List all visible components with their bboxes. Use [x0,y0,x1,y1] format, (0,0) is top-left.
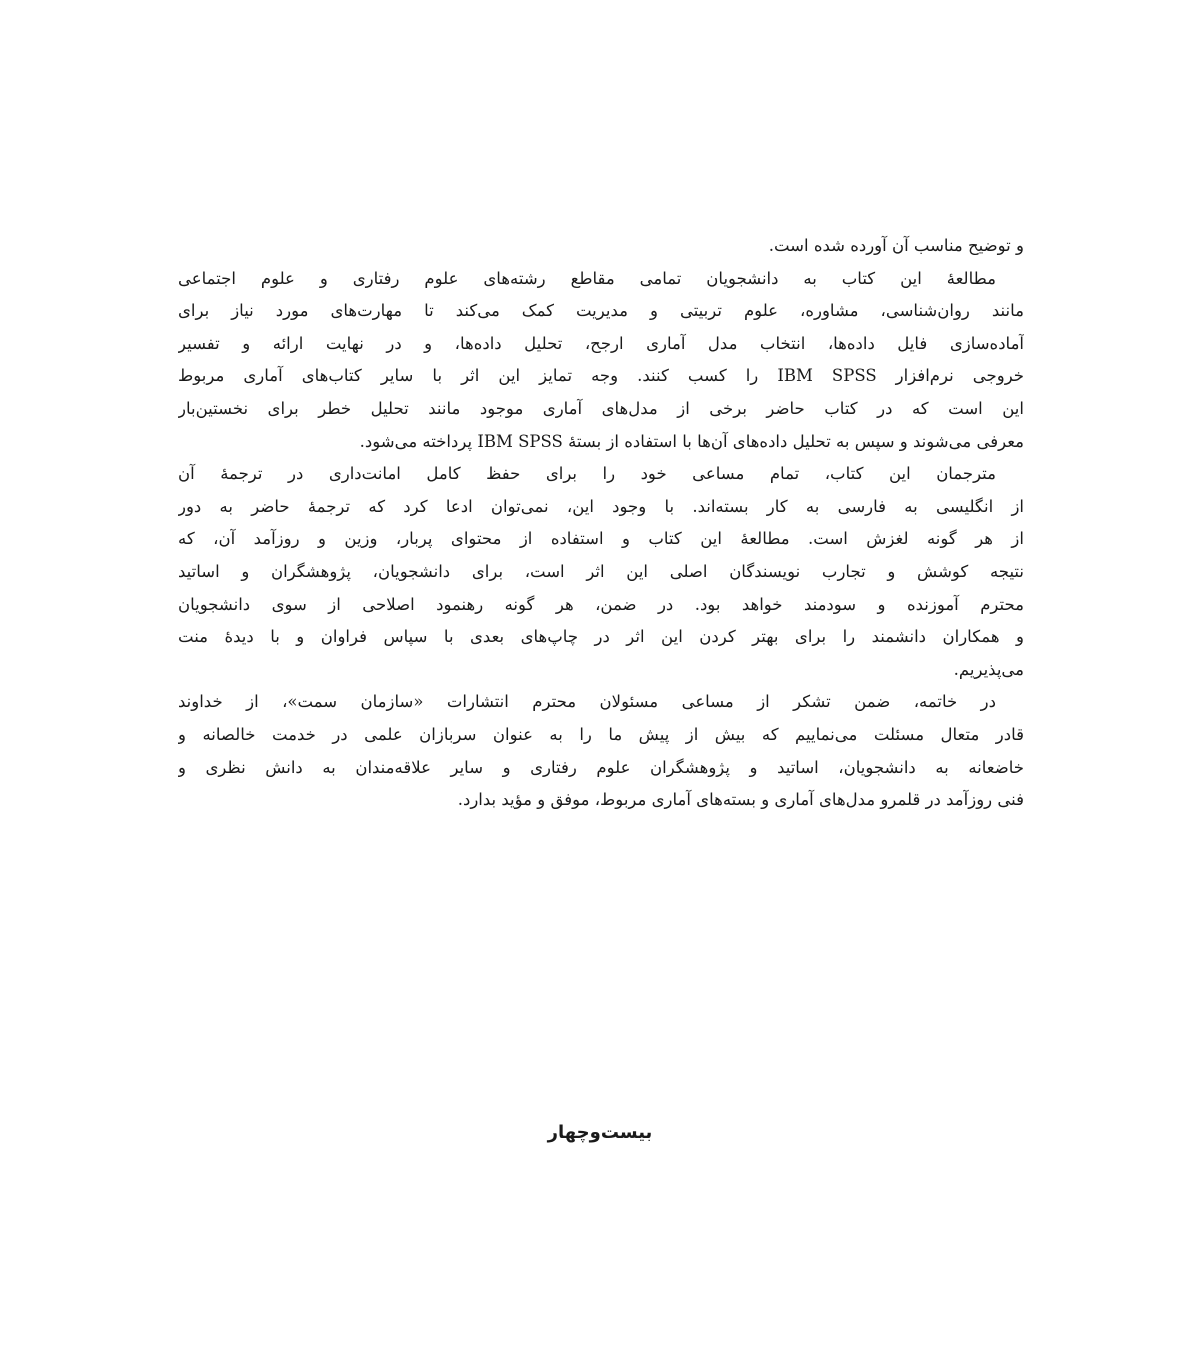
text-line: خاضعانه به دانشجویان، اساتید و پژوهشگران علوم رفتاری و سایر علاقه‌مندان به دانش نظری و [178,757,1024,777]
paragraph-conclusion [178,686,1024,816]
paragraph-book-purpose [178,263,1024,459]
text-line: و همکاران دانشمند را برای بهتر کردن این اثر در چاپ‌های بعدی با سپاس فراوان و با دیدهٔ منت [178,627,1024,647]
text-line: از انگلیسی به فارسی به کار بسته‌اند. با وجود این، نمی‌توان ادعا کرد که ترجمهٔ حاضر به دور [178,496,1024,516]
paragraph-translators-note [178,458,1024,686]
text-line: مانند روان‌شناسی، مشاوره، علوم تربیتی و مدیریت کمک می‌کند تا مهارت‌های مورد نیاز برای [178,301,1024,321]
text-line: در خاتمه، ضمن تشکر از مساعی مسئولان محترم انتشارات «سازمان سمت»، از خداوند [178,692,996,712]
text-line: و توضیح مناسب آن آورده شده است. [768,236,1024,255]
text-line: از هر گونه لغزش است. مطالعهٔ این کتاب و استفاده از محتوای پربار، وزین و روزآمد آن، که [178,529,1024,549]
text-line: مطالعهٔ این کتاب به دانشجویان تمامی مقاطع رشته‌های علوم رفتاری و علوم اجتماعی [178,268,996,288]
text-line: خروجی نرم‌افزار IBM SPSS را کسب کنند. وجه تمایز این اثر با سایر کتاب‌های آماری مربوط [178,366,1024,386]
text-line: آماده‌سازی فایل داده‌ها، انتخاب مدل آماری ارجح، تحلیل داده‌ها، و در نهایت ارائه و تفسیر [178,333,1024,353]
page-number: بیست‌وچهار [547,1122,653,1143]
text-line: نتیجه کوشش و تجارب نویسندگان اصلی این اثر است، برای دانشجویان، پژوهشگران و اساتید [178,561,1024,581]
text-line: قادر متعال مسئلت می‌نماییم که بیش از پیش ما را به عنوان سربازان علمی در خدمت خالصانه و [178,724,1024,744]
text-line: مترجمان این کتاب، تمام مساعی خود را برای حفظ کامل امانت‌داری در ترجمهٔ آن [178,464,996,484]
text-line: محترم آموزنده و سودمند خواهد بود. در ضمن، هر گونه رهنمود اصلاحی از سوی دانشجویان [178,594,1024,614]
text-line: این است که در کتاب حاضر برخی از مدل‌های آماری موجود مانند تحلیل خطر برای نخستین‌بار [178,398,1024,418]
paragraph-continuation [178,230,1024,263]
text-line: می‌پذیریم. [953,659,1024,679]
text-line: معرفی می‌شوند و سپس به تحلیل داده‌های آن‌ها با استفاده از بستهٔ IBM SPSS پرداخته می‌شود. [359,431,1024,451]
text-line: فنی روزآمد در قلمرو مدل‌های آماری و بسته‌های آماری مربوط، موفق و مؤید بدارد. [457,790,1024,810]
body-text [178,230,1024,817]
